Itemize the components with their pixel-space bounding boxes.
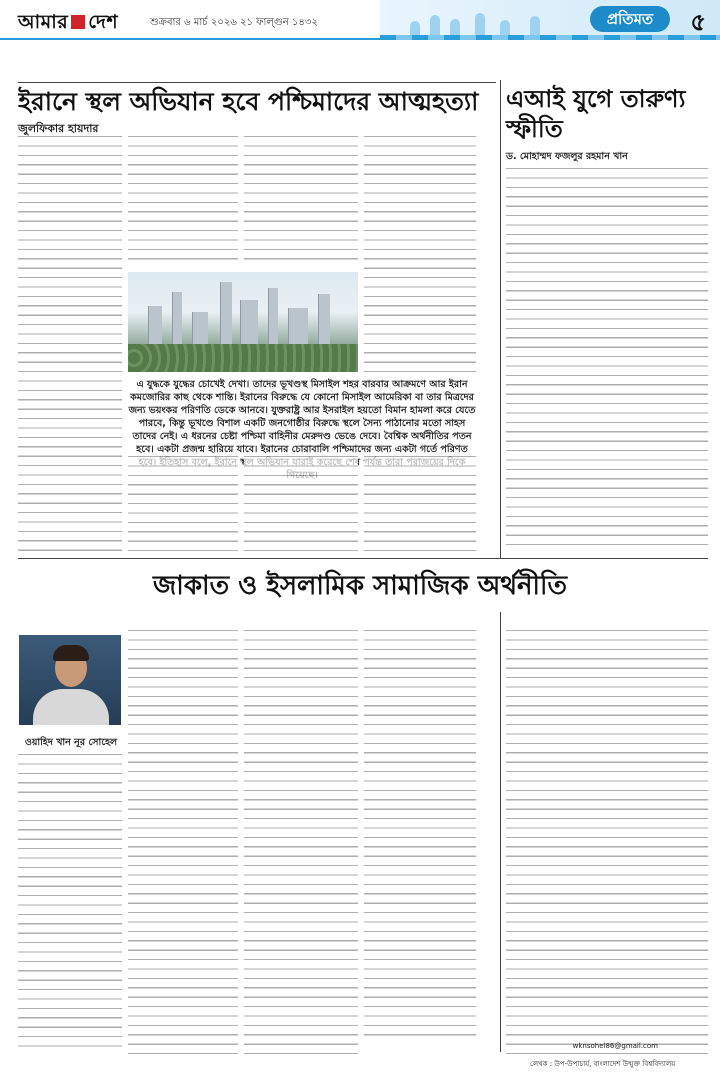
article3-column-1 [18,754,122,1054]
article2-column-1 [506,168,708,553]
article3-headline: জাকাত ও ইসলামিক সামাজিক অর্থনীতি [153,571,567,601]
article3-byline: ওয়াহিদ খান নূর সোহেল [24,737,118,748]
section-title: প্রতিমত [590,6,670,32]
article1-pullquote: এ যুদ্ধকে যুদ্ধের চোখেই দেখা। তাদের ভূখণ্ডস্থ মিসাইল শহর বারবার আক্রমণে আর ইরান কমজোরির কাছ থেকে শান্তি। ইরানের বিরুদ্ধে যে কোনো মিসাইল আমেরিকা বা তার মিত্রদের জন্য ভয়ংকর পরিণতি ডেকে আনবে। যুক্তরাষ্ট্র আর ইসরাইল হয়তো বিমান হামলা করে যেতে পারবে, কিন্তু ভূখণ্ডে বিশাল একটি জনগোষ্ঠীর বিরুদ্ধে স্থলে সৈন্য পাঠানোর মতো সাহস তাদের নেই। এ ধরনের চেষ্টা পশ্চিমা বাহিনীর মেরুদণ্ড ভেঙে দেবে। বৈশ্বিক অর্থনীতির পতন হবে। একটা প্রজন্ম হারিয়ে যাবে। ইরানের চোরাবালি পশ্চিমাদের জন্য একটা গর্তে পরিণত [128,379,476,455]
article3-column-3 [244,630,358,1054]
article2-byline: ড. মোহাম্মদ ফজলুর রহমান খান [506,151,628,162]
article1-headline: ইরানে স্থল অভিযান হবে পশ্চিমাদের আত্মহত্যা [18,87,479,116]
article1-column-5 [128,456,238,556]
article1-column-1 [18,136,122,556]
article1-column-6 [244,456,358,556]
article1-photo-city-skyline [128,272,358,372]
article2-signature: লেখক : উপ-উপাচার্য, বাংলাদেশ উন্মুক্ত বিশ্ববিদ্যালয় [530,1060,676,1068]
newspaper-logo [18,8,118,40]
article1-column-2 [128,136,238,266]
article1-byline: জুলফিকার হায়দার [18,122,99,135]
brand-square-icon [71,15,85,29]
article1-column-4 [364,136,476,372]
section-banner [380,0,720,40]
article1-column-7 [364,456,476,556]
author-portrait [18,634,122,726]
article3-column-4 [364,630,476,1040]
article3-column-2 [128,630,238,1054]
article2-headline: এআই যুগে তারুণ্য স্ফীতি [506,85,686,143]
brand-left: আমার [18,11,69,33]
page-number: ৫ [690,8,706,36]
article2-column-2 [506,630,708,1054]
article3-email: wknsohel86@gmail.com [572,1042,658,1050]
dateline: শুক্রবার ৬ মার্চ ২০২৬ ২১ ফাল্গুন ১৪৩২ [150,17,318,28]
banner-stripe [380,35,720,40]
article1-column-3 [244,136,358,266]
masthead [0,0,720,40]
brand-right: দেশ [88,11,119,33]
